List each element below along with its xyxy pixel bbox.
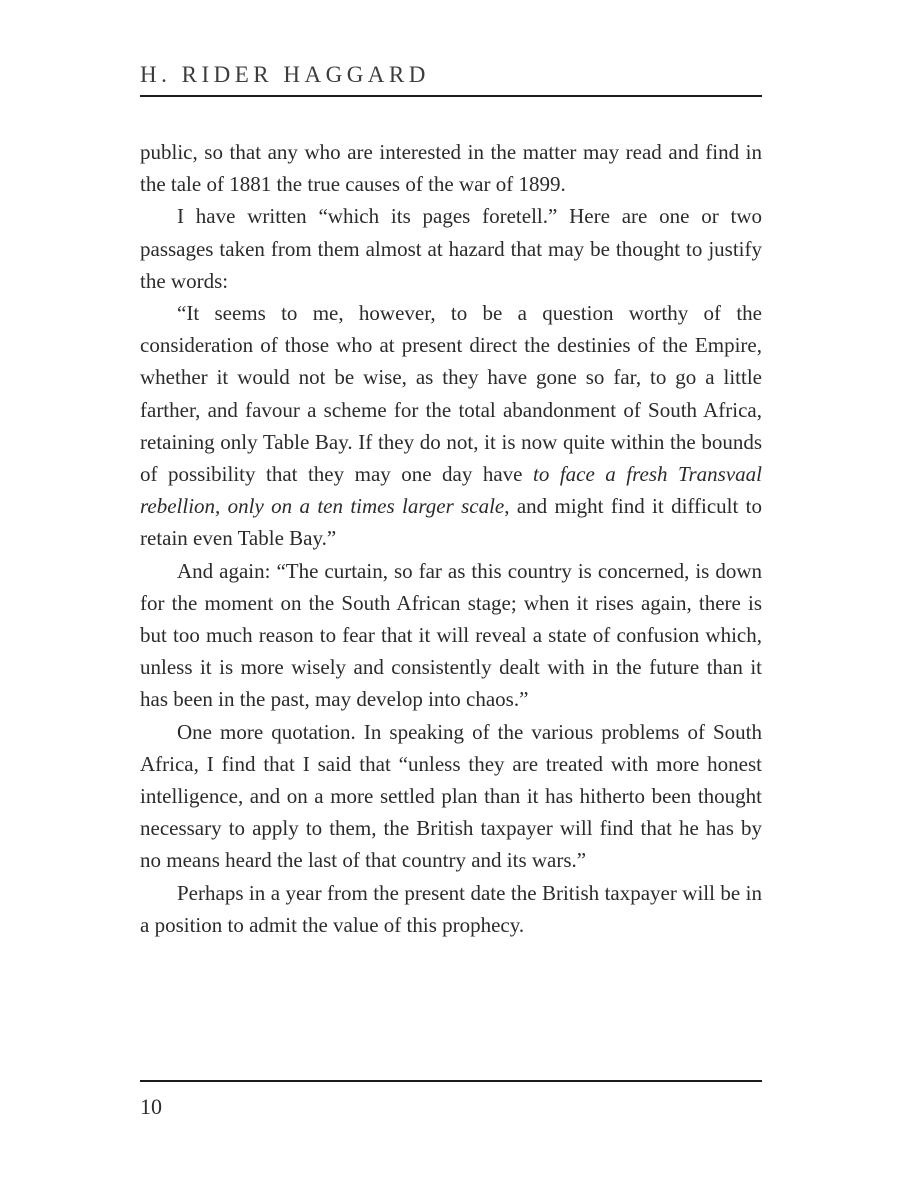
paragraph [140, 297, 762, 555]
paragraph [140, 200, 762, 297]
paragraph [140, 877, 762, 941]
paragraph [140, 555, 762, 716]
running-head: H. RIDER HAGGARD [140, 62, 430, 87]
paragraph-text: One more quotation. In speaking of the various problems of South Africa, I find that I said that “unless they are treated with more honest intelligence, and on a more settled plan than it has hitherto been thought necessary to apply to them, the British taxpayer will find that he has by no means heard the last of that country and its wars.” [140, 719, 762, 873]
header-rule [140, 95, 762, 97]
paragraph-text: , and might find it difficult to retain even Table Bay.” [140, 494, 763, 551]
paragraph-text: I have written “which its pages foretell.” Here are one or two passages taken from them almost at hazard that may be thought to justify the words: [140, 204, 762, 293]
footer-rule [140, 1080, 762, 1082]
body-text [140, 136, 762, 941]
page-footer [140, 1080, 762, 1120]
paragraph-text: public, so that any who are interested in the matter may read and find in the tale of 1881 the true causes of the war of 1899. [140, 140, 762, 197]
page-header [140, 62, 762, 97]
page-number: 10 [140, 1094, 162, 1119]
paragraph-text: “It seems to me, however, to be a question worthy of the consideration of those who at present direct the destinies of the Empire, whether it would not be wise, as they have gone so far, to go a little farther, and favour a scheme for the total abandonment of South Africa, retaining only Table Bay. If they do not, it is now quite within the bounds of possibility that they may one day have [140, 301, 762, 487]
paragraph-text: And again: “The curtain, so far as this country is concerned, is down for the moment on the South African stage; when it rises again, there is but too much reason to fear that it will reveal a state of confusion which, unless it is more wisely and consistently dealt with in the future than it has been in the past, may develop into chaos.” [140, 558, 762, 712]
paragraph-text: Perhaps in a year from the present date the British taxpayer will be in a position to admit the value of this prophecy. [140, 880, 762, 937]
paragraph [140, 716, 762, 877]
emphasized-text: to face a fresh Transvaal rebellion, only on a ten times larger scale [140, 462, 762, 519]
paragraph [140, 136, 762, 200]
